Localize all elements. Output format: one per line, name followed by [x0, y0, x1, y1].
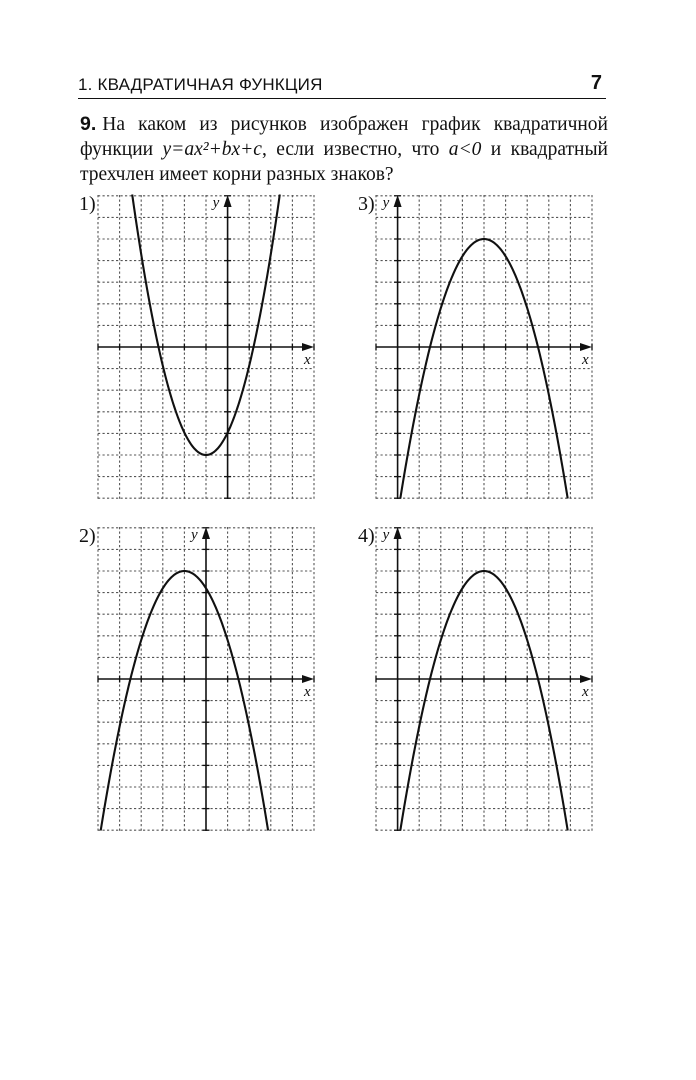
- problem-text-middle: , если известно, что: [261, 139, 449, 160]
- y-axis-arrow: [394, 195, 402, 207]
- figure-label-3: 3): [358, 193, 375, 215]
- x-axis-label: x: [304, 684, 311, 700]
- x-axis-arrow: [302, 675, 314, 683]
- y-axis-label: y: [191, 527, 198, 543]
- header-divider: [78, 98, 606, 99]
- y-axis-label: y: [382, 527, 390, 543]
- x-axis-label: x: [582, 352, 589, 368]
- section-title: 1. КВАДРАТИЧНАЯ ФУНКЦИЯ: [78, 75, 323, 94]
- y-axis-arrow: [224, 195, 232, 207]
- x-axis-arrow: [580, 675, 592, 683]
- graph-3: [376, 195, 592, 499]
- x-axis-label: x: [304, 352, 311, 368]
- problem-condition: a<0: [448, 139, 482, 160]
- figure-label-4: 4): [358, 525, 375, 547]
- problem-statement: [80, 112, 608, 187]
- y-axis-label: y: [212, 195, 220, 211]
- x-axis-label: x: [582, 684, 589, 700]
- y-axis-arrow: [394, 527, 402, 539]
- problem-text-start: На каком из рисунков изображен график квадратичной функции: [80, 114, 608, 160]
- y-axis-arrow: [202, 527, 210, 539]
- graph-1: [98, 195, 314, 499]
- page-number: 7: [590, 72, 602, 94]
- figure-label-1: 1): [79, 193, 96, 215]
- problem-number: 9.: [80, 113, 97, 135]
- graph-2: [98, 527, 314, 831]
- graph-4: [376, 527, 592, 831]
- x-axis-arrow: [302, 343, 314, 351]
- y-axis-label: y: [382, 195, 390, 211]
- problem-text-end: и квадратный трехчлен имеет корни разных знаков?: [80, 139, 608, 185]
- figure-label-2: 2): [79, 525, 96, 547]
- problem-formula: y=ax²+bx+c: [162, 139, 262, 160]
- page-header: [78, 71, 606, 101]
- x-axis-arrow: [580, 343, 592, 351]
